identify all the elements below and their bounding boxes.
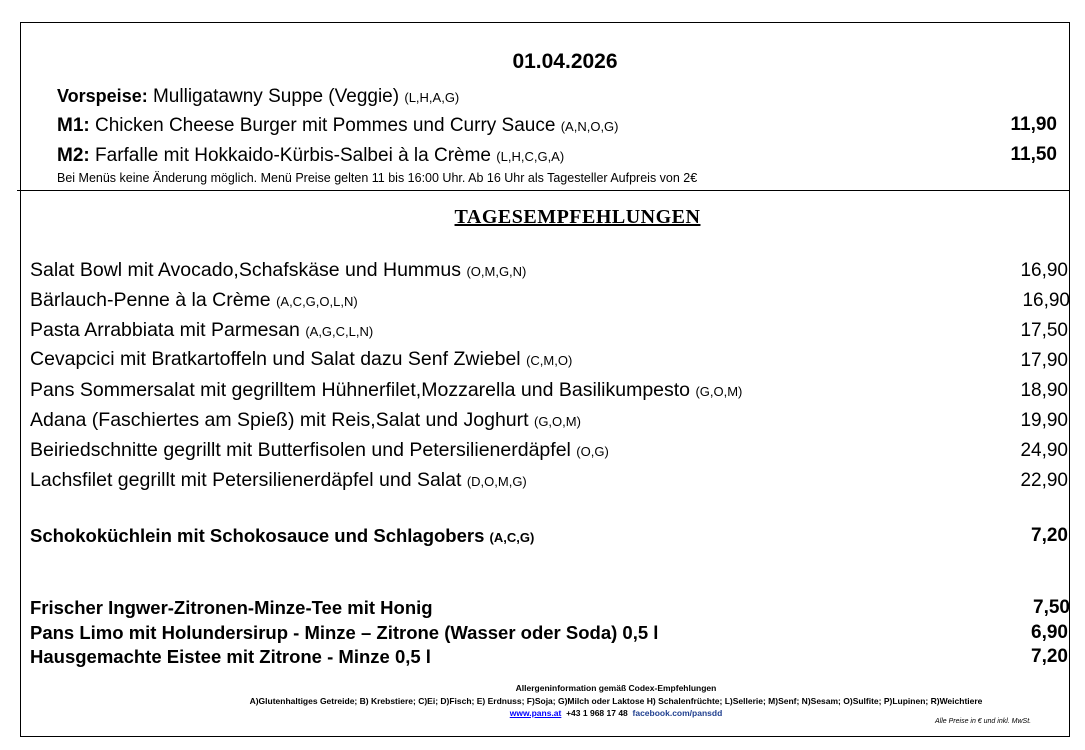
dessert-name: Schokoküchlein mit Schokosauce und Schlagobers [30,525,485,546]
starter-label: Vorspeise: [57,86,148,106]
menu-m1-name: Chicken Cheese Burger mit Pommes und Curry Sauce [95,115,556,136]
frame-left [20,22,21,737]
menu-m1-line [57,115,619,137]
menu-m2-price: 11,50 [1010,144,1057,165]
website-link[interactable]: www.pans.at [509,708,562,718]
allergen-list: A)Glutenhaltiges Getreide; B) Krebstiere; C)Ei; D)Fisch; E) Erdnuss; F)Soja; G)Milch oder Laktose H) Schalenfrüchte; L)Sellerie; M)Senf; N)Sesam; O)Sulfite; P)Lupinen; R)Weichtiere [249,696,983,706]
menu-m1-price: 11,90 [1010,114,1057,135]
section-title: TAGESEMPFEHLUNGEN [454,206,701,228]
dish-name: Lachsfilet gegrillt mit Petersilienerdäpfel und Salat [30,469,462,491]
dish-codes: (A,C,G,O,L,N) [276,294,358,309]
frame-bottom [20,736,1070,737]
dish-name: Pasta Arrabbiata mit Parmesan [30,319,300,341]
drink-price: 7,20 [1031,646,1068,667]
drink-name: Hausgemachte Eistee mit Zitrone - Minze 0,5 l [30,646,431,667]
dish-codes: (D,O,M,G) [466,474,527,489]
drink-price: 6,90 [1031,622,1068,643]
dish-name: Pans Sommersalat mit gegrilltem Hühnerfilet,Mozzarella und Basilikumpesto [30,379,691,401]
dish-row [30,289,358,312]
starter-codes: (L,H,A,G) [404,90,460,105]
contact-line [0,708,1085,718]
starter-name: Mulligatawny Suppe (Veggie) [152,86,400,107]
dish-name: Cevapcici mit Bratkartoffeln und Salat dazu Senf Zwiebel [30,348,521,370]
dish-row [30,319,373,342]
dish-codes: (G,O,M) [695,384,743,399]
dish-row [30,469,527,492]
dish-price: 22,90 [1020,470,1068,491]
dish-codes: (O,M,G,N) [466,264,527,279]
dish-row [30,348,572,371]
dessert-row [30,525,534,547]
dish-price: 17,50 [1020,320,1068,341]
dish-row [30,439,609,462]
dish-name: Adana (Faschiertes am Spieß) mit Reis,Salat und Joghurt [30,409,529,431]
allergen-title: Allergeninformation gemäß Codex-Empfehlungen [515,683,717,693]
menu-m2-line [57,145,564,167]
menu-m2-name: Farfalle mit Hokkaido-Kürbis-Salbei à la Crème [95,145,491,166]
dish-row [30,409,581,432]
starter-line [57,86,459,108]
dish-price: 16,90 [1022,290,1070,311]
dish-codes: (C,M,O) [526,353,573,368]
dish-name: Beiriedschnitte gegrillt mit Butterfisolen und Petersilienerdäpfel [30,439,571,461]
menu-m1-codes: (A,N,O,G) [560,119,619,134]
menu-date: 01.04.2026 [512,50,618,73]
dessert-price: 7,20 [1031,525,1068,546]
dish-name: Salat Bowl mit Avocado,Schafskäse und Hummus [30,259,462,281]
menu-note: Bei Menüs keine Änderung möglich. Menü Preise gelten 11 bis 16:00 Uhr. Ab 16 Uhr als Tagesteller Aufpreis von 2€ [57,171,698,185]
menu-divider [17,190,1070,191]
drink-price: 7,50 [1033,597,1070,618]
dish-price: 18,90 [1020,380,1068,401]
frame-top [20,22,1070,23]
dish-price: 16,90 [1020,260,1068,281]
phone-number: +43 1 968 17 48 [566,708,628,718]
dish-name: Bärlauch-Penne à la Crème [30,289,271,311]
drink-name: Frischer Ingwer-Zitronen-Minze-Tee mit Honig [30,597,433,618]
menu-m2-codes: (L,H,C,G,A) [496,149,565,164]
dish-codes: (A,G,C,L,N) [305,324,374,339]
frame-right [1069,22,1070,737]
dish-codes: (G,O,M) [533,414,581,429]
facebook-link[interactable]: facebook.com/pansdd [632,708,723,718]
dish-row [30,379,742,402]
dish-price: 17,90 [1020,350,1068,371]
drink-name: Pans Limo mit Holundersirup - Minze – Zitrone (Wasser oder Soda) 0,5 l [30,622,659,643]
vat-note: Alle Preise in € und inkl. MwSt. [935,718,1032,725]
dessert-codes: (A,C,G) [489,530,535,545]
dish-codes: (O,G) [576,444,609,459]
menu-m1-label: M1: [57,115,90,136]
menu-m2-label: M2: [57,145,90,166]
dish-row [30,259,526,282]
dish-price: 24,90 [1020,440,1068,461]
dish-price: 19,90 [1020,410,1068,431]
